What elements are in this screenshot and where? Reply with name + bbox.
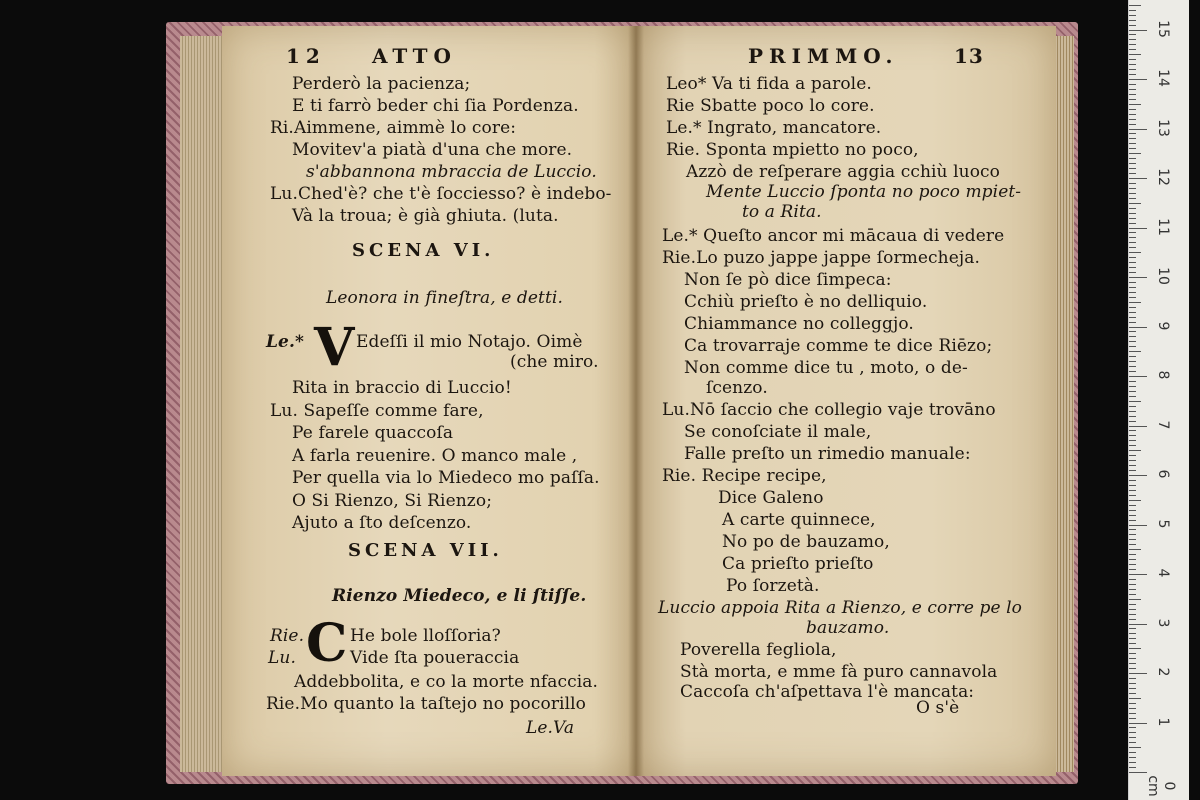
ruler-tick xyxy=(1129,272,1136,273)
left-text-line: O Si Rienzo, Si Rienzo; xyxy=(292,490,493,511)
ruler-tick xyxy=(1129,158,1136,159)
ruler-tick xyxy=(1129,213,1136,214)
measurement-ruler xyxy=(1128,0,1189,800)
ruler-tick xyxy=(1129,450,1141,451)
ruler-tick xyxy=(1129,312,1136,313)
ruler-tick xyxy=(1129,396,1136,397)
ruler-tick xyxy=(1129,317,1136,318)
ruler-tick xyxy=(1129,708,1136,709)
right-text-line: Lu.Nō ſaccio che collegio vaje trovāno xyxy=(662,400,996,420)
ruler-unit-label: 0 cm xyxy=(1145,775,1177,797)
ruler-tick xyxy=(1129,658,1136,659)
ruler-tick xyxy=(1129,15,1136,16)
right-text-line: Ca trovarraje comme te dice Riēzo; xyxy=(684,336,993,356)
ruler-tick xyxy=(1129,44,1136,45)
ruler-tick xyxy=(1129,148,1136,149)
ruler-tick xyxy=(1129,109,1136,110)
ruler-tick xyxy=(1129,411,1136,412)
right-text-line: Poverella fegliola, xyxy=(680,640,837,660)
right-text-line: Dice Galeno xyxy=(718,488,824,508)
ruler-tick xyxy=(1129,525,1147,526)
ruler-tick xyxy=(1129,604,1136,605)
book-gutter xyxy=(628,26,644,776)
ruler-tick xyxy=(1129,59,1136,60)
ruler-tick xyxy=(1129,5,1141,6)
right-text-line: Rie. Recipe recipe, xyxy=(662,466,827,486)
ruler-tick xyxy=(1129,683,1136,684)
ruler-tick xyxy=(1129,668,1136,669)
ruler-number: 6 xyxy=(1155,469,1171,479)
ruler-tick xyxy=(1129,366,1136,367)
ruler-tick xyxy=(1129,718,1136,719)
ruler-tick xyxy=(1129,648,1141,649)
ruler-tick xyxy=(1129,727,1136,728)
ruler-tick xyxy=(1129,336,1136,337)
ruler-tick xyxy=(1129,713,1136,714)
ruler-tick xyxy=(1129,495,1136,496)
ruler-tick xyxy=(1129,69,1136,70)
right-text-line: Caccoſa ch'aſpettava l'è mancata: xyxy=(680,682,975,702)
left-text-line: Lu. Sapeſſe comme fare, xyxy=(270,400,484,421)
ruler-number: 14 xyxy=(1155,69,1171,87)
ruler-tick xyxy=(1129,277,1147,278)
ruler-number: 2 xyxy=(1155,667,1171,677)
ruler-tick xyxy=(1129,465,1136,466)
ruler-tick xyxy=(1129,445,1136,446)
right-text-line: Ca prieſto prieſto xyxy=(722,554,874,574)
ruler-tick xyxy=(1129,193,1136,194)
right-text-line: Azzò de reſperare aggia cchiù luoco xyxy=(686,162,1000,182)
ruler-tick xyxy=(1129,663,1136,664)
ruler-tick xyxy=(1129,208,1136,209)
ruler-tick xyxy=(1129,168,1136,169)
ruler-tick xyxy=(1129,198,1136,199)
ruler-number: 8 xyxy=(1155,370,1171,380)
ruler-tick xyxy=(1129,188,1136,189)
ruler-tick xyxy=(1129,549,1141,550)
ruler-tick xyxy=(1129,218,1136,219)
right-text-line: Stà morta, e mme fà puro cannavola xyxy=(680,662,998,682)
ruler-tick xyxy=(1129,124,1136,125)
left-running-head: ATTO xyxy=(372,44,457,68)
ruler-tick xyxy=(1129,307,1136,308)
ruler-tick xyxy=(1129,732,1136,733)
left-text-line: A farla reuenire. O manco male , xyxy=(292,445,578,466)
right-text-line: Le.* Ingrato, mancatore. xyxy=(666,118,882,138)
right-text-line: Mente Luccio ſponta no poco mpiet- xyxy=(706,182,1022,202)
ruler-tick xyxy=(1129,247,1136,248)
left-text-line: s'abbannona mbraccia de Luccio. xyxy=(306,162,597,182)
ruler-tick xyxy=(1129,183,1136,184)
ruler-tick xyxy=(1129,619,1136,620)
ruler-tick xyxy=(1129,544,1136,545)
ruler-tick xyxy=(1129,737,1136,738)
ruler-tick xyxy=(1129,371,1136,372)
right-text-line: Rie.Lo puzo jappe jappe ſormecheja. xyxy=(662,248,980,268)
ruler-tick xyxy=(1129,252,1141,253)
ruler-number: 3 xyxy=(1155,618,1171,627)
scene-7-dropcap: C xyxy=(306,613,348,674)
ruler-tick xyxy=(1129,723,1147,724)
scene-6-speaker: Le.* xyxy=(266,332,304,352)
right-text-line: Leo* Va ti fida a parole. xyxy=(666,74,872,94)
left-text-line: Rita in braccio di Luccio! xyxy=(292,378,512,398)
ruler-tick xyxy=(1129,322,1136,323)
ruler-tick xyxy=(1129,510,1136,511)
ruler-tick xyxy=(1129,30,1147,31)
ruler-tick xyxy=(1129,79,1147,80)
ruler-tick xyxy=(1129,638,1136,639)
ruler-tick xyxy=(1129,688,1136,689)
scene-6-dropcap: V xyxy=(314,317,355,378)
ruler-tick xyxy=(1129,237,1136,238)
left-page xyxy=(222,26,636,776)
ruler-tick xyxy=(1129,138,1136,139)
right-page-number: 13 xyxy=(954,44,984,68)
ruler-tick xyxy=(1129,505,1136,506)
scene-7-direction: Rienzo Miedeco, e li ſtiſſe. xyxy=(332,586,587,606)
ruler-tick xyxy=(1129,114,1136,115)
ruler-tick xyxy=(1129,455,1136,456)
ruler-tick xyxy=(1129,49,1136,50)
right-running-head: PRIMMO. xyxy=(748,44,899,68)
ruler-tick xyxy=(1129,633,1136,634)
ruler-tick xyxy=(1129,559,1136,560)
ruler-tick xyxy=(1129,767,1136,768)
ruler-tick xyxy=(1129,287,1136,288)
right-text-line: No po de bauzamo, xyxy=(722,532,890,552)
ruler-tick xyxy=(1129,401,1141,402)
ruler-tick xyxy=(1129,361,1136,362)
left-text-line: Ri.Aimmene, aimmè lo core: xyxy=(270,118,517,138)
ruler-tick xyxy=(1129,143,1136,144)
left-text-line: Pe farele quaccoſa xyxy=(292,423,454,443)
left-text-line: Perderò la pacienza; xyxy=(292,74,471,94)
scene-7-speaker-2: Lu. xyxy=(268,648,296,668)
scene-6-direction: Leonora in fineſtra, e detti. xyxy=(326,288,563,308)
ruler-tick xyxy=(1129,262,1136,263)
ruler-tick xyxy=(1129,673,1147,674)
ruler-tick xyxy=(1129,104,1141,105)
scene-6-title: SCENA VI. xyxy=(352,240,495,261)
ruler-tick xyxy=(1129,406,1136,407)
scene-7-title: SCENA VII. xyxy=(348,540,503,561)
ruler-number: 12 xyxy=(1155,168,1171,186)
ruler-tick xyxy=(1129,539,1136,540)
ruler-tick xyxy=(1129,653,1136,654)
right-text-line: to a Rita. xyxy=(742,202,822,222)
ruler-tick xyxy=(1129,614,1136,615)
left-text-line: Và la troua; è già ghiuta. (luta. xyxy=(292,206,559,226)
ruler-tick xyxy=(1129,416,1136,417)
ruler-tick xyxy=(1129,440,1136,441)
ruler-number: 4 xyxy=(1155,568,1171,578)
right-text-line: Cchiù prieſto è no delliquio. xyxy=(684,292,928,312)
ruler-tick xyxy=(1129,470,1136,471)
ruler-tick xyxy=(1129,133,1136,134)
ruler-tick xyxy=(1129,351,1141,352)
ruler-tick xyxy=(1129,624,1147,625)
ruler-tick xyxy=(1129,153,1141,154)
scene-7-line-1: He bole lloſſoria? xyxy=(350,626,501,646)
ruler-tick xyxy=(1129,386,1136,387)
ruler-tick xyxy=(1129,54,1141,55)
right-text-line: A carte quinnece, xyxy=(722,510,876,530)
ruler-tick xyxy=(1129,678,1136,679)
ruler-tick xyxy=(1129,381,1136,382)
ruler-number: 9 xyxy=(1155,321,1171,330)
ruler-tick xyxy=(1129,703,1136,704)
ruler-tick xyxy=(1129,460,1136,461)
ruler-tick xyxy=(1129,485,1136,486)
ruler-tick xyxy=(1129,569,1136,570)
ruler-tick xyxy=(1129,74,1136,75)
ruler-tick xyxy=(1129,297,1136,298)
ruler-tick xyxy=(1129,376,1147,377)
ruler-tick xyxy=(1129,554,1136,555)
ruler-tick xyxy=(1129,228,1147,229)
scene-6-first-line-cont: (che miro. xyxy=(510,352,599,372)
ruler-number: 5 xyxy=(1155,519,1171,528)
scene-7-speaker-1: Rie. xyxy=(270,626,305,646)
ruler-tick xyxy=(1129,99,1136,100)
ruler-tick xyxy=(1129,772,1147,773)
ruler-tick xyxy=(1129,628,1136,629)
scene-7-line-4: Rie.Mo quanto la taſtejo no pocorillo xyxy=(266,694,587,714)
ruler-number: 13 xyxy=(1155,118,1171,137)
ruler-number: 10 xyxy=(1155,267,1171,285)
ruler-number: 1 xyxy=(1155,717,1171,726)
ruler-tick xyxy=(1129,292,1136,293)
right-text-line: bauzamo. xyxy=(806,618,890,638)
ruler-tick xyxy=(1129,89,1136,90)
ruler-tick xyxy=(1129,643,1136,644)
ruler-tick xyxy=(1129,762,1136,763)
ruler-tick xyxy=(1129,490,1136,491)
ruler-number: 11 xyxy=(1155,217,1171,236)
ruler-tick xyxy=(1129,346,1136,347)
ruler-tick xyxy=(1129,579,1136,580)
ruler-tick xyxy=(1129,589,1136,590)
ruler-tick xyxy=(1129,25,1136,26)
right-text-line: Falle preſto un rimedio manuale: xyxy=(684,444,971,464)
ruler-tick xyxy=(1129,34,1136,35)
ruler-tick xyxy=(1129,426,1147,427)
scene-6-first-line: Edeſſi il mio Notajo. Oimè xyxy=(356,332,583,352)
right-text-line: Se conoſciate il male, xyxy=(684,422,872,442)
scene-7-line-2: Vide ſta poueraccia xyxy=(350,648,520,668)
ruler-tick xyxy=(1129,574,1147,575)
ruler-tick xyxy=(1129,752,1136,753)
ruler-tick xyxy=(1129,178,1147,179)
right-text-line: Le.* Queſto ancor mi mācaua di vedere xyxy=(662,226,1005,246)
ruler-tick xyxy=(1129,475,1147,476)
ruler-tick xyxy=(1129,693,1136,694)
ruler-number: 7 xyxy=(1155,420,1171,429)
ruler-tick xyxy=(1129,515,1136,516)
ruler-tick xyxy=(1129,64,1136,65)
ruler-tick xyxy=(1129,163,1136,164)
ruler-tick xyxy=(1129,84,1136,85)
ruler-tick xyxy=(1129,584,1136,585)
ruler-tick xyxy=(1129,435,1136,436)
ruler-tick xyxy=(1129,223,1136,224)
ruler-tick xyxy=(1129,529,1136,530)
ruler-tick xyxy=(1129,430,1136,431)
ruler-tick xyxy=(1129,594,1136,595)
ruler-tick xyxy=(1129,39,1136,40)
left-catchword: Le.Va xyxy=(526,718,575,738)
ruler-tick xyxy=(1129,391,1136,392)
ruler-tick xyxy=(1129,757,1136,758)
ruler-tick xyxy=(1129,129,1147,130)
ruler-tick xyxy=(1129,698,1141,699)
ruler-tick xyxy=(1129,10,1136,11)
left-text-line: E ti farrò beder chi ſia Pordenza. xyxy=(292,96,579,116)
ruler-tick xyxy=(1129,742,1136,743)
ruler-tick xyxy=(1129,534,1136,535)
ruler-tick xyxy=(1129,599,1141,600)
ruler-tick xyxy=(1129,421,1136,422)
right-text-line: Non comme dice tu , moto, o de- xyxy=(684,358,968,378)
right-text-line: Non ſe pò dice ſimpeca: xyxy=(684,270,892,290)
ruler-tick xyxy=(1129,480,1136,481)
left-text-line: Lu.Ched'è? che t'è ſocciesso? è indebo- xyxy=(270,184,612,204)
ruler-tick xyxy=(1129,327,1147,328)
right-text-line: ſcenzo. xyxy=(706,378,768,398)
ruler-tick xyxy=(1129,747,1141,748)
ruler-tick xyxy=(1129,500,1141,501)
scene-7-line-3: Addebbolita, e co la morte nfaccia. xyxy=(294,672,599,692)
ruler-tick xyxy=(1129,282,1136,283)
left-text-line: Movitev'a piatà d'una che more. xyxy=(292,140,573,160)
right-page xyxy=(636,26,1056,776)
right-text-line: Luccio appoia Rita a Rienzo, e corre pe lo xyxy=(658,598,1023,618)
left-page-number: 12 xyxy=(286,44,326,68)
ruler-tick xyxy=(1129,331,1136,332)
right-text-line: Po ſorzetà. xyxy=(726,576,820,596)
ruler-tick xyxy=(1129,173,1136,174)
ruler-tick xyxy=(1129,302,1141,303)
right-text-line: Rie. Sponta mpietto no poco, xyxy=(666,140,919,160)
ruler-number: 15 xyxy=(1155,19,1171,38)
right-text-line: Rie Sbatte poco lo core. xyxy=(666,96,875,116)
ruler-tick xyxy=(1129,267,1136,268)
ruler-tick xyxy=(1129,232,1136,233)
ruler-tick xyxy=(1129,242,1136,243)
right-text-line: Chiammance no colleggjo. xyxy=(684,314,914,334)
ruler-tick xyxy=(1129,203,1141,204)
left-text-line: Ajuto a ſto deſcenzo. xyxy=(292,513,472,533)
ruler-tick xyxy=(1129,341,1136,342)
right-catchword: O s'è xyxy=(916,698,960,718)
ruler-tick xyxy=(1129,356,1136,357)
ruler-tick xyxy=(1129,20,1136,21)
ruler-tick xyxy=(1129,609,1136,610)
ruler-tick xyxy=(1129,119,1136,120)
ruler-tick xyxy=(1129,257,1136,258)
left-text-line: Per quella via lo Miedeco mo paſſa. xyxy=(292,468,600,488)
ruler-tick xyxy=(1129,520,1136,521)
ruler-tick xyxy=(1129,94,1136,95)
ruler-tick xyxy=(1129,564,1136,565)
